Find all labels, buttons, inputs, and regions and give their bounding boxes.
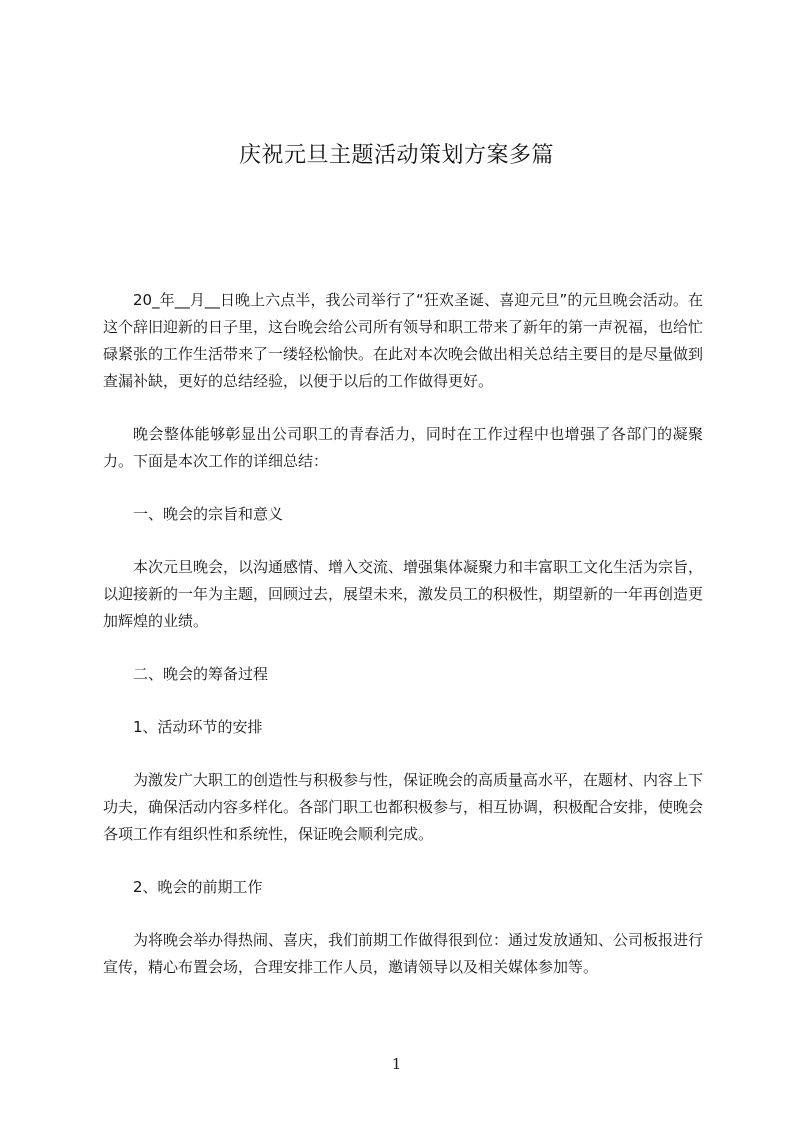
paragraph-purpose: 本次元旦晚会，以沟通感情、增入交流、增强集体凝聚力和丰富职工文化生活为宗旨，以迎接新的一年为主题，回顾过去，展望未来，激发员工的积极性，期望新的一年再创造更加辉煌的业绩。 [103, 558, 704, 630]
subsection-heading-arrangement: 1、活动环节的安排 [133, 718, 263, 736]
paragraph-prework: 为将晚会举办得热闹、喜庆，我们前期工作做得很到位：通过发放通知、公司板报进行宣传，精心布置会场，合理安排工作人员，邀请领导以及相关媒体参加等。 [103, 931, 704, 976]
section-heading-purpose: 一、晚会的宗旨和意义 [133, 505, 284, 523]
document-body [103, 287, 703, 981]
paragraph-intro: 20_年__月__日晚上六点半，我公司举行了“狂欢圣诞、喜迎元旦”的元旦晚会活动。在这个辞旧迎新的日子里，这台晚会给公司所有领导和职工带来了新年的第一声祝福，也给忙碌紧张的工作生活带来了一缕轻松愉快。在此对本次晚会做出相关总结主要目的是尽量做到查漏补缺，更好的总结经验，以便于以后的工作做得更好。 [103, 291, 704, 390]
paragraph-arrangement: 为激发广大职工的创造性与积极参与性，保证晚会的高质量高水平，在题材、内容上下功夫，确保活动内容多样化。各部门职工也都积极参与，相互协调，积极配合安排，使晚会各项工作有组织性和系统性，保证晚会顺利完成。 [103, 771, 704, 843]
subsection-heading-prework: 2、晚会的前期工作 [133, 878, 263, 896]
section-heading-preparation: 二、晚会的筹备过程 [133, 665, 269, 683]
page-number: 1 [391, 1055, 402, 1073]
document-title: 庆祝元旦主题活动策划方案多篇 [238, 143, 554, 168]
paragraph-overview: 晚会整体能够彰显出公司职工的青春活力，同时在工作过程中也增强了各部门的凝聚力。下面是本次工作的详细总结： [103, 425, 703, 470]
